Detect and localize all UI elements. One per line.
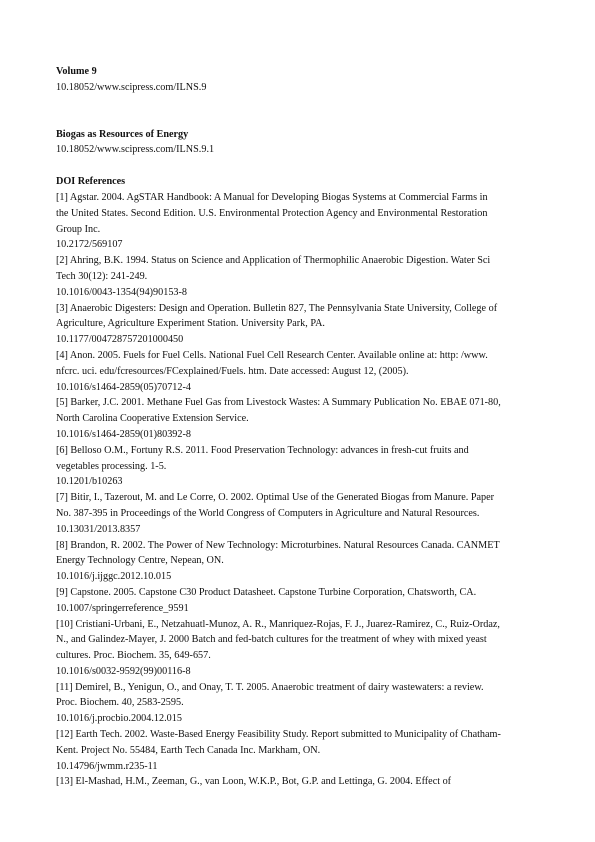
reference-text-line: N., and Galindez-Mayer, J. 2000 Batch and fed-batch cultures for the treatment of whey with mixed yeast (56, 634, 487, 646)
reference-entry (56, 190, 540, 253)
reference-text-line: the United States. Second Edition. U.S. Environmental Protection Agency and Environmental Restoration (56, 207, 488, 219)
doi-references-section (56, 174, 540, 790)
reference-text-line: [3] Anaerobic Digesters: Design and Operation. Bulletin 827, The Pennsylvania State University, College of (56, 302, 498, 314)
reference-entry (56, 774, 540, 790)
reference-list (56, 190, 540, 790)
reference-doi-link[interactable]: 10.1016/0043-1354(94)90153-8 (56, 286, 188, 298)
reference-text-line: cultures. Proc. Biochem. 35, 649-657. (56, 650, 211, 662)
reference-text-line: [13] El-Mashad, H.M., Zeeman, G., van Loon, W.K.P., Bot, G.P. and Lettinga, G. 2004. Effect of (56, 776, 452, 788)
reference-doi-link[interactable]: 10.1201/b10263 (56, 476, 123, 488)
reference-text-line: [11] Demirel, B., Yenigun, O., and Onay, T. T. 2005. Anaerobic treatment of dairy wastewaters: a review. (56, 681, 484, 693)
reference-text-line: [5] Barker, J.C. 2001. Methane Fuel Gas from Livestock Wastes: A Summary Publication No. EBAE 071-80, (56, 397, 501, 409)
reference-text-line: [4] Anon. 2005. Fuels for Fuel Cells. National Fuel Cell Research Center. Available online at: http: /www. (56, 349, 488, 361)
document-content (56, 64, 540, 790)
reference-text-line: Agriculture, Agriculture Experiment Station. University Park, PA. (56, 318, 325, 330)
reference-text-line: Energy Technology Centre, Nepean, ON. (56, 555, 224, 567)
reference-entry (56, 538, 540, 585)
reference-entry (56, 301, 540, 348)
article-section (56, 127, 540, 159)
volume-section (56, 64, 540, 96)
article-doi[interactable]: 10.18052/www.scipress.com/ILNS.9.1 (56, 144, 215, 156)
reference-doi-link[interactable]: 10.1016/s1464-2859(05)70712-4 (56, 381, 191, 393)
reference-text-line: Kent. Project No. 55484, Earth Tech Canada Inc. Markham, ON. (56, 744, 321, 756)
reference-text-line: Proc. Biochem. 40, 2583-2595. (56, 697, 184, 709)
volume-title: Volume 9 (56, 66, 97, 77)
reference-doi-link[interactable]: 10.1016/j.procbio.2004.12.015 (56, 713, 182, 725)
reference-text-line: No. 387-395 in Proceedings of the World Congress of Computers in Agriculture and Natural Resources. (56, 507, 480, 519)
reference-text-line: [10] Cristiani-Urbani, E., Netzahuatl-Munoz, A. R., Manriquez-Rojas, F. J., Juarez-Ramirez, C., Ruiz-Ordaz, (56, 618, 500, 630)
reference-doi-link[interactable]: 10.13031/2013.8357 (56, 523, 141, 535)
reference-entry (56, 395, 540, 442)
reference-text-line: [7] Bitir, I., Tazerout, M. and Le Corre, O. 2002. Optimal Use of the Generated Biogas from Manure. Paper (56, 492, 495, 504)
reference-entry (56, 727, 540, 774)
volume-doi[interactable]: 10.18052/www.scipress.com/ILNS.9 (56, 81, 207, 93)
reference-doi-link[interactable]: 10.1177/004728757201000450 (56, 334, 184, 346)
reference-text-line: North Carolina Cooperative Extension Service. (56, 413, 249, 425)
reference-entry (56, 253, 540, 300)
reference-doi-link[interactable]: 10.1016/s0032-9592(99)00116-8 (56, 665, 191, 677)
reference-text-line: vegetables processing. 1-5. (56, 460, 167, 472)
reference-doi-link[interactable]: 10.1007/springerreference_9591 (56, 602, 189, 614)
reference-text-line: [6] Belloso O.M., Fortuny R.S. 2011. Food Preservation Technology: advances in fresh-cut fruits and (56, 444, 469, 456)
reference-entry (56, 348, 540, 395)
reference-entry (56, 443, 540, 490)
reference-entry (56, 585, 540, 617)
reference-entry (56, 680, 540, 727)
reference-text-line: [8] Brandon, R. 2002. The Power of New Technology: Microturbines. Natural Resources Canada. CANMET (56, 539, 500, 551)
doi-references-heading: DOI References (56, 176, 126, 188)
reference-text-line: Tech 30(12): 241-249. (56, 270, 148, 282)
reference-doi-link[interactable]: 10.14796/jwmm.r235-11 (56, 760, 158, 772)
reference-doi-link[interactable]: 10.1016/j.ijggc.2012.10.015 (56, 571, 172, 583)
reference-text-line: [9] Capstone. 2005. Capstone C30 Product Datasheet. Capstone Turbine Corporation, Chatsworth, CA. (56, 586, 477, 598)
article-title: Biogas as Resources of Energy (56, 128, 189, 140)
reference-text-line: nfcrc. uci. edu/fcresources/FCexplained/Fuels. htm. Date accessed: August 12, (2005). (56, 365, 409, 377)
reference-entry (56, 490, 540, 537)
reference-doi-link[interactable]: 10.2172/569107 (56, 239, 123, 251)
reference-text-line: [2] Ahring, B.K. 1994. Status on Science and Application of Thermophilic Anaerobic Digestion. Water Sci (56, 255, 491, 267)
reference-entry (56, 617, 540, 680)
reference-doi-link[interactable]: 10.1016/s1464-2859(01)80392-8 (56, 428, 191, 440)
reference-text-line: [1] Agstar. 2004. AgSTAR Handbook: A Manual for Developing Biogas Systems at Commercial Farms in (56, 191, 488, 203)
reference-text-line: [12] Earth Tech. 2002. Waste-Based Energy Feasibility Study. Report submitted to Municipality of Chatham- (56, 729, 501, 741)
reference-text-line: Group Inc. (56, 223, 101, 235)
